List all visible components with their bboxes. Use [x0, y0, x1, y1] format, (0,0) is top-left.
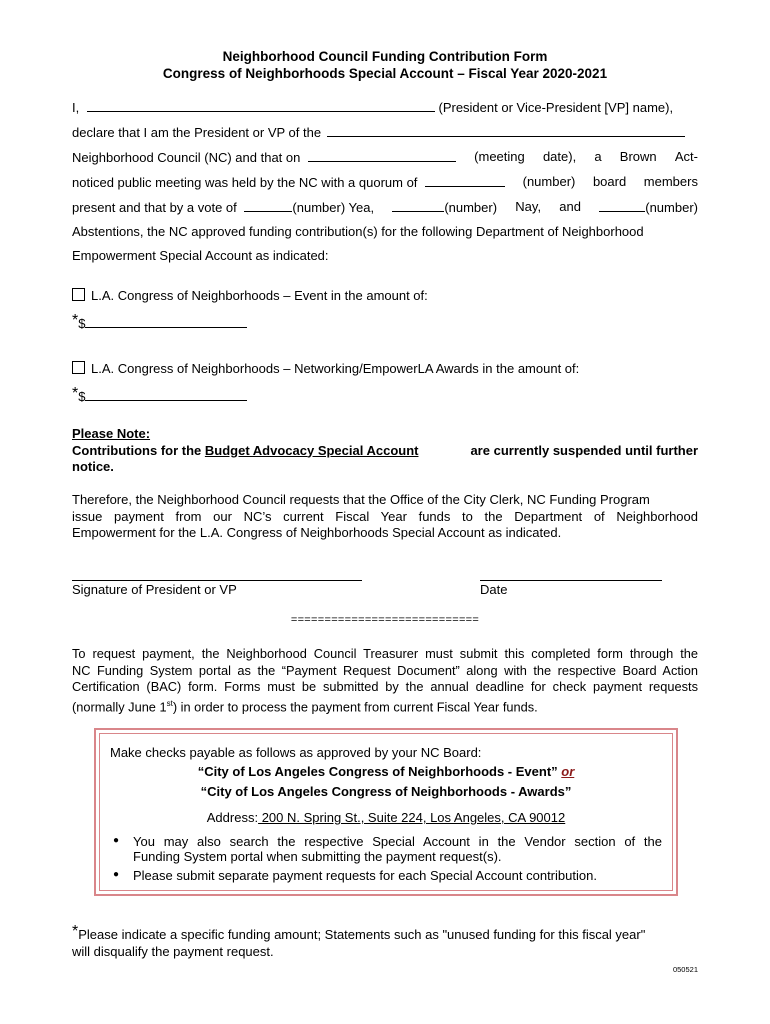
declaration-line-4	[72, 174, 698, 191]
bullet-icon: ●	[113, 835, 120, 846]
request-paragraph	[72, 492, 698, 542]
president-name-field[interactable]	[87, 99, 435, 112]
event-amount-row	[72, 312, 247, 331]
payment-line: To request payment, the Neighborhood Council Treasurer must submit this completed form through the	[72, 646, 698, 661]
payee-event-text: “City of Los Angeles Congress of Neighborhoods - Event”	[197, 764, 558, 779]
payee-box-inner	[99, 733, 673, 891]
asterisk: *	[72, 923, 79, 940]
bullet-text: You may also search the respective Special Account in the Vendor section of the	[133, 834, 662, 849]
asterisk: *	[72, 312, 79, 329]
declaration-word: (meeting	[474, 149, 525, 164]
declaration-text: declare that I am the President or VP of the	[72, 125, 322, 140]
request-line: issue payment from our NC’s current Fiscal Year funds to the Department of Neighborhood	[72, 508, 698, 524]
footnote	[72, 924, 698, 960]
declaration-word: Act-	[674, 149, 698, 164]
payment-line: Certification (BAC) form. Forms must be submitted by the annual deadline for check payment requests	[72, 679, 698, 694]
note-text: are currently suspended until further	[470, 442, 698, 458]
signature-line[interactable]	[72, 580, 362, 581]
note-line-1	[72, 443, 698, 460]
footnote-line-1	[72, 924, 698, 944]
declaration-word: Nay,	[515, 199, 542, 214]
payee-awards: “City of Los Angeles Congress of Neighborhoods - Awards”	[200, 784, 572, 799]
payment-line	[72, 696, 698, 716]
separator: ============================	[290, 614, 480, 626]
budget-advocacy-account-text: Budget Advocacy Special Account	[204, 442, 419, 458]
address-label: Address:	[206, 810, 259, 825]
declaration-word: a	[594, 149, 602, 164]
payment-text: ) in order to process the payment from current Fiscal Year funds.	[172, 698, 538, 714]
bullet-text: Funding System portal when submitting the payment request(s).	[133, 849, 502, 864]
form-title: Neighborhood Council Funding Contribution Form	[222, 49, 548, 64]
date-line[interactable]	[480, 580, 662, 581]
currency-symbol: $	[78, 389, 86, 404]
awards-amount-row	[72, 385, 247, 404]
declaration-word: (number)	[522, 174, 576, 189]
currency-symbol: $	[78, 316, 86, 331]
payee-event	[100, 764, 672, 779]
nay-votes-field[interactable]	[392, 199, 444, 212]
option-awards-label: L.A. Congress of Neighborhoods – Networking/EmpowerLA Awards in the amount of:	[91, 361, 580, 376]
declaration-line-2	[72, 124, 698, 141]
payee-address	[100, 810, 672, 825]
bullet-icon: ●	[113, 869, 120, 880]
awards-checkbox[interactable]	[72, 361, 85, 374]
declaration-word: and	[559, 199, 581, 214]
declaration-word: (number)	[645, 200, 698, 215]
event-amount-field[interactable]	[85, 315, 247, 328]
president-name-hint: (President or Vice-President [VP] name),	[438, 100, 674, 115]
nc-name-field[interactable]	[327, 124, 685, 137]
declaration-i: I,	[72, 100, 80, 115]
declaration-word: date),	[542, 149, 577, 164]
option-awards	[72, 361, 698, 377]
event-checkbox[interactable]	[72, 288, 85, 301]
please-note	[72, 426, 698, 476]
declaration-text: noticed public meeting was held by the NC with a quorum of	[72, 175, 418, 190]
abstention-votes-field[interactable]	[599, 199, 645, 212]
payee-intro: Make checks payable as follows as approved by your NC Board:	[110, 745, 482, 760]
meeting-date-field[interactable]	[308, 149, 456, 162]
declaration-line-7: Empowerment Special Account as indicated:	[72, 248, 329, 263]
request-text: Therefore, the Neighborhood Council requests that the Office of the City Clerk, NC Funding Program	[72, 492, 650, 507]
declaration-text: Neighborhood Council (NC) and that on	[72, 150, 301, 165]
declaration-line-3	[72, 149, 698, 166]
form-code: 050521	[672, 965, 698, 974]
bullet-text: Please submit separate payment requests for each Special Account contribution.	[133, 868, 597, 883]
asterisk: *	[72, 385, 79, 402]
footnote-text: Please indicate a specific funding amount; Statements such as "unused funding for this fiscal year"	[78, 927, 646, 942]
awards-amount-field[interactable]	[85, 388, 247, 401]
form-title-block	[0, 48, 770, 82]
yea-votes-field[interactable]	[244, 199, 292, 212]
payee-bullet-2	[100, 868, 662, 883]
payee-bullet-1	[100, 834, 662, 864]
payment-text: (normally June 1	[72, 698, 167, 714]
declaration-line-6: Abstentions, the NC approved funding contribution(s) for the following Department of Neighborhood	[72, 224, 644, 239]
superscript: st	[166, 698, 173, 708]
request-line	[72, 492, 698, 509]
or-text: or	[561, 764, 575, 779]
payment-paragraph	[72, 646, 698, 715]
footnote-line-2: will disqualify the payment request.	[72, 943, 274, 959]
declaration-word: members	[643, 174, 698, 189]
quorum-number-field[interactable]	[425, 174, 505, 187]
note-heading: Please Note:	[72, 426, 151, 441]
option-event-label: L.A. Congress of Neighborhoods – Event in the amount of:	[91, 288, 428, 303]
date-label: Date	[480, 582, 508, 597]
payment-line: NC Funding System portal as the “Payment Request Document” along with the respective Board Action	[72, 662, 698, 678]
declaration-word: Brown	[619, 149, 657, 164]
declaration-word: (number)	[444, 200, 498, 215]
note-text: Contributions for the	[72, 442, 202, 458]
form-subtitle: Congress of Neighborhoods Special Account – Fiscal Year 2020-2021	[162, 66, 608, 81]
note-line-2: notice.	[72, 459, 114, 474]
request-line: Empowerment for the L.A. Congress of Neighborhoods Special Account as indicated.	[72, 525, 562, 540]
address-value: 200 N. Spring St., Suite 224, Los Angeles, CA 90012	[258, 810, 566, 825]
declaration-text: present and that by a vote of	[72, 200, 237, 215]
declaration-word: (number) Yea,	[292, 200, 375, 215]
signature-label: Signature of President or VP	[72, 582, 237, 597]
declaration-line-5	[72, 199, 698, 216]
declaration-line-1	[72, 99, 698, 116]
payee-box	[94, 728, 678, 896]
declaration-word: board	[592, 174, 627, 189]
option-event	[72, 288, 698, 304]
